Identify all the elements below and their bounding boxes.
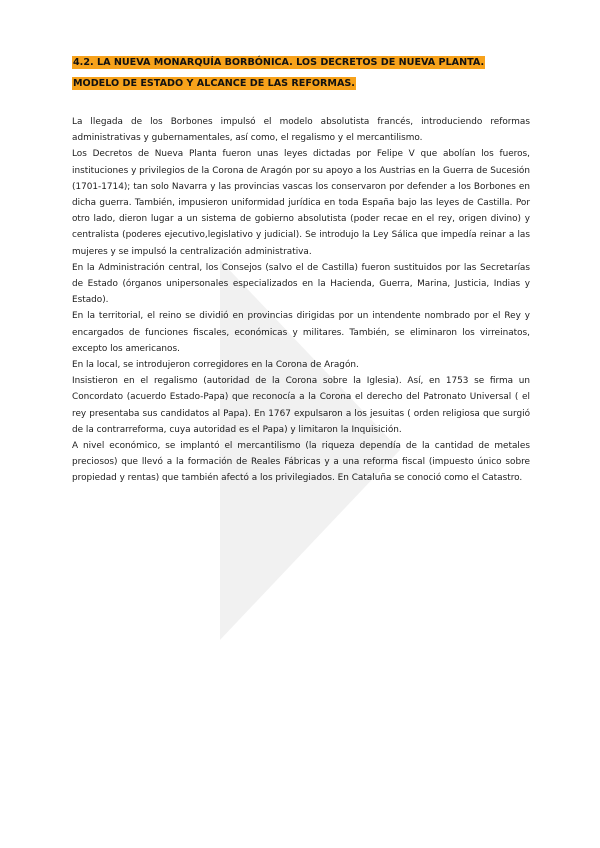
section-title: 4.2. LA NUEVA MONARQUÍA BORBÓNICA. LOS DECRETOS DE NUEVA PLANTA. MODELO DE ESTADO Y ALCANCE DE LAS REFORMAS. <box>73 57 485 89</box>
paragraph-territorial: En la territorial, el reino se dividió en provincias dirigidas por un intendente nombrado por el Rey y encargados de funciones fiscales, económicas y militares. También, se eliminaron los virreinatos, excepto los americanos. <box>72 311 530 354</box>
paragraph-regalismo: Insistieron en el regalismo (autoridad de la Corona sobre la Iglesia). Así, en 1753 se firma un Concordato (acuerdo Estado-Papa) que reconocía a la Corona el derecho del Patronato Universal ( el rey presentaba sus candidatos al Papa). En 1767 expulsaron a los jesuitas ( orden religiosa que surgió de la contrarreforma, cuya autoridad es el Papa) y limitaron la Inquisición. <box>72 376 530 435</box>
paragraph-administracion-central: En la Administración central, los Consejos (salvo el de Castilla) fueron sustituidos por las Secretarías de Estado (órganos unipersonales especializados en la Hacienda, Guerra, Marina, Justicia, Indias y Estado). <box>72 262 530 306</box>
paragraph-intro: La llegada de los Borbones impulsó el modelo absolutista francés, introduciendo reformas administrativas y gubernamentales, así como, el regalismo y el mercantilismo. <box>72 117 530 144</box>
paragraph-local: En la local, se introdujeron corregidores en la Corona de Aragón. <box>72 360 359 371</box>
heading-container <box>72 50 530 92</box>
document-body <box>72 114 530 487</box>
paragraph-decretos: Los Decretos de Nueva Planta fueron unas leyes dictadas por Felipe V que abolían los fueros, instituciones y privilegios de la Corona de Aragón por su apoyo a los Austrias en la Guerra de Sucesión (1701-1714); tan solo Navarra y las provincias vascas los conservaron por defender a los Borbones en dicha guerra. También, impusieron uniformidad jurídica en toda España bajo las leyes de Castilla. Por otro lado, dieron lugar a un sistema de gobierno absolutista (poder recae en el rey, origen divino) y centralista (poderes ejecutivo,legislativo y judicial). Se introdujo la Ley Sálica que impedía reinar a las mujeres y se impulsó la centralización administrativa. <box>72 149 530 257</box>
paragraph-mercantilismo: A nivel económico, se implantó el mercantilismo (la riqueza dependía de la cantidad de metales preciosos) que llevó a la formación de Reales Fábricas y a una reforma fiscal (impuesto único sobre propiedad y rentas) que también afectó a los privilegiados. En Cataluña se conoció como el Catastro. <box>72 441 530 484</box>
